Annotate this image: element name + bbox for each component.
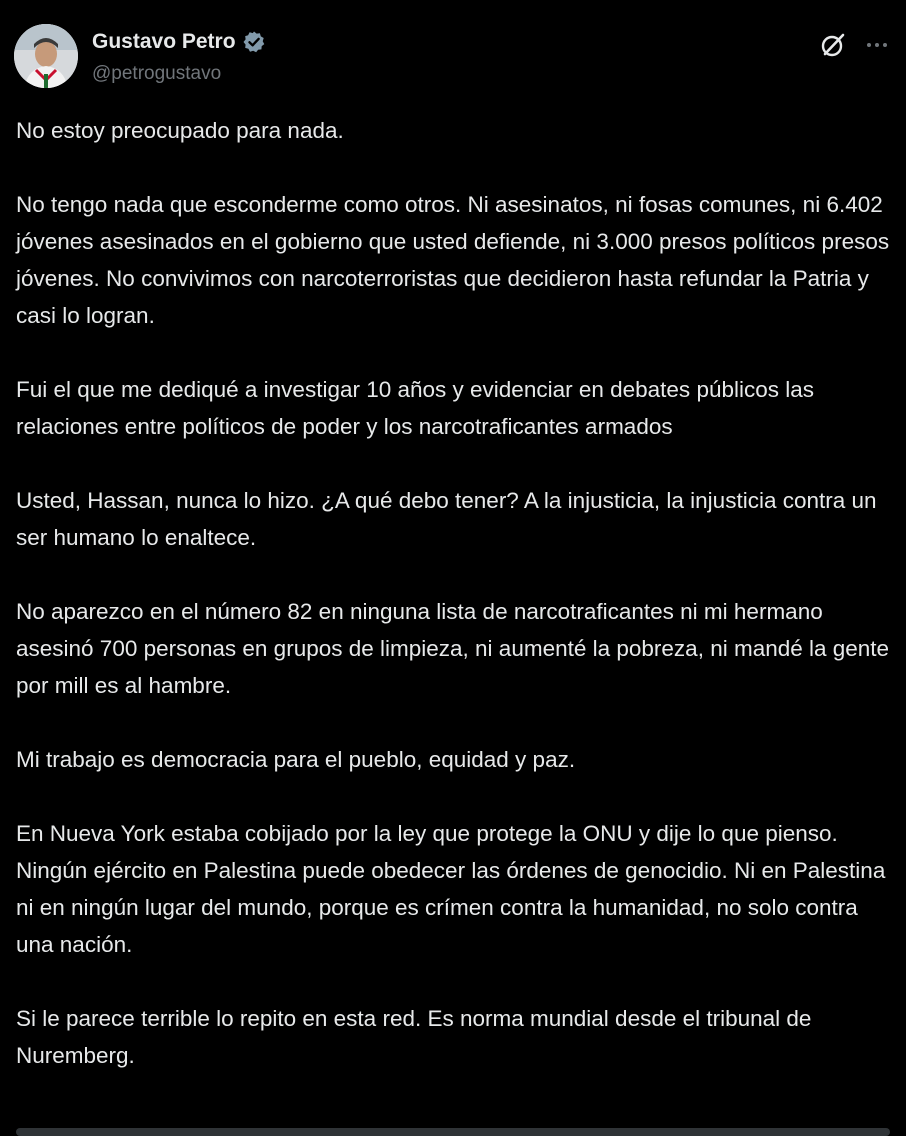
author-display-name[interactable]: Gustavo Petro — [92, 30, 236, 53]
tweet-paragraph: Si le parece terrible lo repito en esta red. Es norma mundial desde el tribunal de Nuremberg. — [16, 1006, 812, 1068]
grok-icon[interactable] — [818, 30, 848, 60]
avatar-image — [14, 24, 78, 88]
verified-badge-icon[interactable] — [242, 30, 266, 54]
tweet-paragraph: Mi trabajo es democracia para el pueblo, equidad y paz. — [16, 747, 576, 772]
more-options-icon[interactable] — [862, 30, 892, 60]
tweet-paragraph: No aparezco en el número 82 en ninguna lista de narcotraficantes ni mi hermano asesinó 700 personas en grupos de limpieza, ni aumenté la pobreza, ni mandé la gente por mill es al hambre. — [16, 599, 890, 698]
tweet-paragraph: Fui el que me dediqué a investigar 10 años y evidenciar en debates públicos las relaciones entre políticos de poder y los narcotraficantes armados — [16, 377, 815, 439]
author-handle[interactable]: @petrogustavo — [92, 63, 222, 84]
tweet-header — [14, 24, 892, 94]
tweet-actions — [818, 30, 892, 60]
author-name-row — [92, 30, 266, 54]
tweet-paragraph: Usted, Hassan, nunca lo hizo. ¿A qué debo tener? A la injusticia, la injusticia contra un ser humano lo enaltece. — [16, 488, 877, 550]
tweet-text — [16, 112, 894, 1074]
tweet-paragraph: En Nueva York estaba cobijado por la ley que protege la ONU y dije lo que pienso. Ningún ejército en Palestina puede obedecer las órdenes de genocidio. Ni en Palestina ni en ningún lugar del mundo, porque es crímen contra la humanidad, no solo contra una nación. — [16, 821, 886, 957]
tweet-paragraph: No tengo nada que esconderme como otros. Ni asesinatos, ni fosas comunes, ni 6.402 jóvenes asesinados en el gobierno que usted defiende, ni 3.000 presos políticos presos jóvenes. No convivimos con narcoterroristas que decidieron hasta refundar la Patria y casi lo logran. — [16, 192, 890, 328]
avatar[interactable] — [14, 24, 78, 88]
media-preview-edge — [16, 1128, 890, 1136]
tweet-paragraph: No estoy preocupado para nada. — [16, 118, 344, 143]
